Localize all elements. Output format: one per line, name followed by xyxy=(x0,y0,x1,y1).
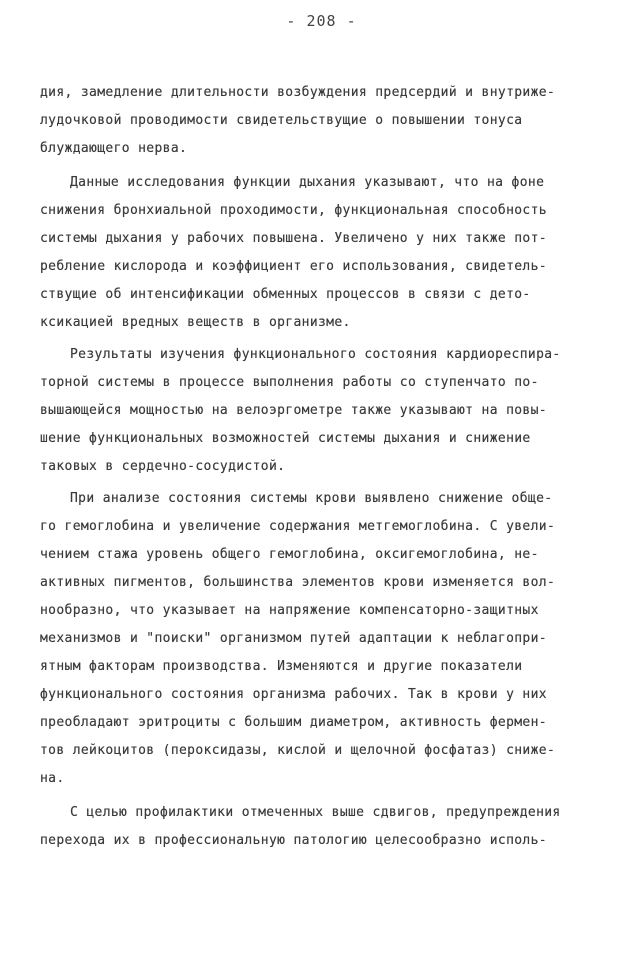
text-line: го гемоглобина и увеличение содержания метгемоглобина. С увели- xyxy=(40,519,556,534)
text-line: ствущие об интенсификации обменных процессов в связи с дето- xyxy=(40,287,531,302)
text-line: ребление кислорода и коэффициент его использования, свидетель- xyxy=(40,259,547,274)
text-line: чением стажа уровень общего гемоглобина, оксигемоглобина, не- xyxy=(40,547,539,562)
text-line: С целью профилактики отмеченных выше сдвигов, предупреждения xyxy=(70,805,561,820)
text-line: перехода их в профессиональную патологию целесообразно исполь- xyxy=(40,833,547,848)
text-line: активных пигментов, большинства элементов крови изменяется вол- xyxy=(40,575,556,590)
text-line: блуждающего нерва. xyxy=(40,141,188,156)
text-line: дия, замедление длительности возбуждения предсердий и внутриже- xyxy=(40,85,556,100)
text-line: Данные исследования функции дыхания указывают, что на фоне xyxy=(70,175,545,190)
text-line: механизмов и "поиски" организмом путей адаптации к неблагопри- xyxy=(40,631,547,646)
text-line: ксикацией вредных веществ в организме. xyxy=(40,315,351,330)
text-line: торной системы в процессе выполнения работы со ступенчато по- xyxy=(40,375,539,390)
text-line: шение функциональных возможностей системы дыхания и снижение xyxy=(40,431,531,446)
text-line: функционального состояния организма рабочих. Так в крови у них xyxy=(40,687,547,702)
page-number: - 208 - xyxy=(286,12,357,30)
text-line: системы дыхания у рабочих повышена. Увеличено у них также пот- xyxy=(40,231,547,246)
text-line: тов лейкоцитов (пероксидазы, кислой и щелочной фосфатаз) снижe- xyxy=(40,743,556,758)
text-line: При анализе состояния системы крови выявлено снижение обще- xyxy=(70,491,553,506)
text-line: на. xyxy=(40,771,65,786)
text-line: лудочковой проводимости свидетельствущие о повышении тонуса xyxy=(40,113,523,128)
text-line: преобладают эритроциты с большим диаметром, активность фермен- xyxy=(40,715,547,730)
text-line: снижения бронхиальной проходимости, функциональная способность xyxy=(40,203,547,218)
text-line: вышающейся мощностью на велоэргометре также указывают на повы- xyxy=(40,403,547,418)
text-line: ятным факторам производства. Изменяются и другие показатели xyxy=(40,659,523,674)
text-line: Результаты изучения функционального состояния кардиореспира- xyxy=(70,347,561,362)
text-line: таковых в сердечно-сосудистой. xyxy=(40,459,286,474)
text-line: нообразно, что указывает на напряжение компенсаторно-защитных xyxy=(40,603,539,618)
